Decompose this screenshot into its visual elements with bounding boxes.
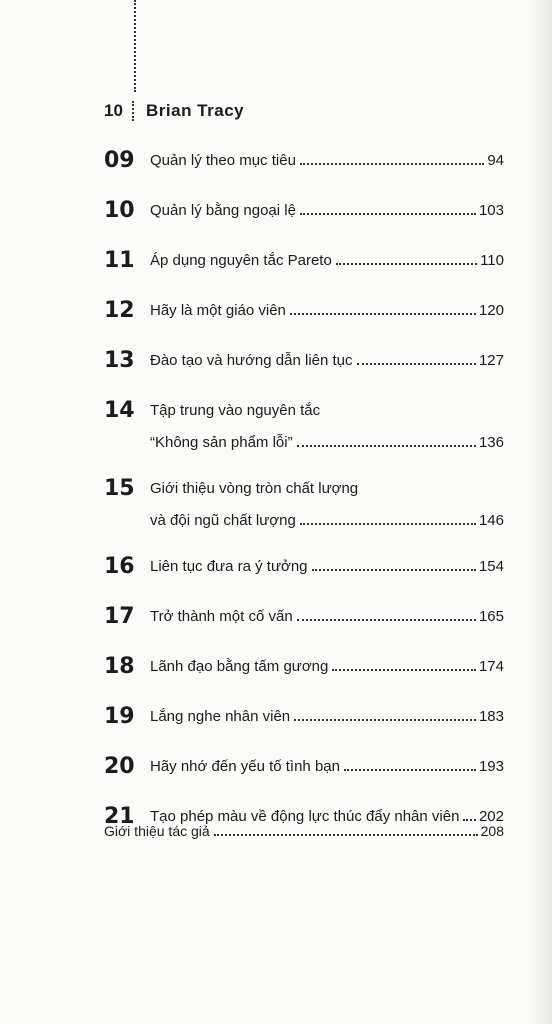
chapter-title: Đào tạo và hướng dẫn liên tục xyxy=(150,352,353,369)
toc-entry-14[interactable] xyxy=(104,398,504,456)
author-intro-page: 208 xyxy=(480,823,504,839)
leader-dots xyxy=(297,619,476,621)
leader-dots xyxy=(290,313,476,315)
leader-dots xyxy=(214,834,478,836)
chapter-page: 165 xyxy=(478,608,504,625)
toc-entry-author-intro[interactable] xyxy=(104,818,504,844)
toc-entry-20[interactable] xyxy=(104,754,504,780)
leader-dots xyxy=(297,445,476,447)
chapter-title: Lãnh đạo bằng tấm gương xyxy=(150,658,329,675)
leader-dots xyxy=(336,263,477,265)
table-of-contents xyxy=(104,148,504,854)
chapter-title-line1: Tập trung vào nguyên tắc xyxy=(150,402,321,419)
chapter-page: 110 xyxy=(480,252,504,269)
chapter-page: 120 xyxy=(478,302,504,319)
chapter-number: 09 xyxy=(104,148,135,173)
chapter-number: 18 xyxy=(104,654,135,679)
chapter-number: 12 xyxy=(104,298,135,323)
chapter-title: Quản lý bằng ngoại lệ xyxy=(150,202,296,219)
chapter-title: Quản lý theo mục tiêu xyxy=(150,152,296,169)
chapter-number: 11 xyxy=(104,248,135,273)
page-edge-shade xyxy=(530,0,552,1024)
header-page-number: 10 xyxy=(104,101,123,120)
toc-entry-16[interactable] xyxy=(104,554,504,580)
chapter-page: 127 xyxy=(478,352,504,369)
chapter-page: 193 xyxy=(478,758,504,775)
chapter-page: 146 xyxy=(478,512,504,529)
toc-entry-12[interactable] xyxy=(104,298,504,324)
chapter-page: 202 xyxy=(478,808,504,825)
chapter-number: 16 xyxy=(104,554,135,579)
chapter-title: Lắng nghe nhân viên xyxy=(150,708,291,725)
chapter-page: 94 xyxy=(487,152,504,169)
chapter-page: 136 xyxy=(478,434,504,451)
chapter-title: Tạo phép màu về động lực thúc đẩy nhân viên xyxy=(150,808,460,825)
leader-dots xyxy=(312,569,476,571)
leader-dots xyxy=(300,163,484,165)
toc-entry-09[interactable] xyxy=(104,148,504,174)
toc-entry-13[interactable] xyxy=(104,348,504,374)
chapter-number: 21 xyxy=(104,804,135,829)
chapter-title: “Không sản phẩm lỗi” xyxy=(150,434,293,451)
chapter-title: Hãy là một giáo viên xyxy=(150,302,286,319)
leader-dots xyxy=(294,719,476,721)
chapter-page: 103 xyxy=(478,202,504,219)
chapter-number: 14 xyxy=(104,398,135,423)
chapter-title: Áp dụng nguyên tắc Pareto xyxy=(150,252,332,269)
chapter-title: Trở thành một cố vấn xyxy=(150,608,293,625)
chapter-title-line1: Giới thiệu vòng tròn chất lượng xyxy=(150,480,359,497)
toc-entry-19[interactable] xyxy=(104,704,504,730)
chapter-number: 19 xyxy=(104,704,135,729)
toc-entry-10[interactable] xyxy=(104,198,504,224)
decorative-dotted-line xyxy=(134,0,136,92)
leader-dots xyxy=(357,363,476,365)
leader-dots xyxy=(344,769,476,771)
toc-entry-17[interactable] xyxy=(104,604,504,630)
toc-entry-15[interactable] xyxy=(104,476,504,534)
chapter-title: và đội ngũ chất lượng xyxy=(150,512,296,529)
running-header xyxy=(104,98,244,124)
chapter-title: Hãy nhớ đến yếu tố tình bạn xyxy=(150,758,340,775)
toc-entry-18[interactable] xyxy=(104,654,504,680)
chapter-number: 15 xyxy=(104,476,135,501)
toc-entry-11[interactable] xyxy=(104,248,504,274)
chapter-number: 20 xyxy=(104,754,135,779)
chapter-page: 154 xyxy=(478,558,504,575)
chapter-page: 174 xyxy=(478,658,504,675)
chapter-number: 13 xyxy=(104,348,135,373)
header-author: Brian Tracy xyxy=(146,101,245,120)
chapter-number: 17 xyxy=(104,604,135,629)
leader-dots xyxy=(300,523,476,525)
header-dotted-separator xyxy=(132,101,134,121)
leader-dots xyxy=(332,669,476,671)
chapter-number: 10 xyxy=(104,198,135,223)
author-intro-title: Giới thiệu tác giả xyxy=(104,823,210,839)
leader-dots xyxy=(300,213,476,215)
chapter-page: 183 xyxy=(478,708,504,725)
chapter-title: Liên tục đưa ra ý tưởng xyxy=(150,558,308,575)
